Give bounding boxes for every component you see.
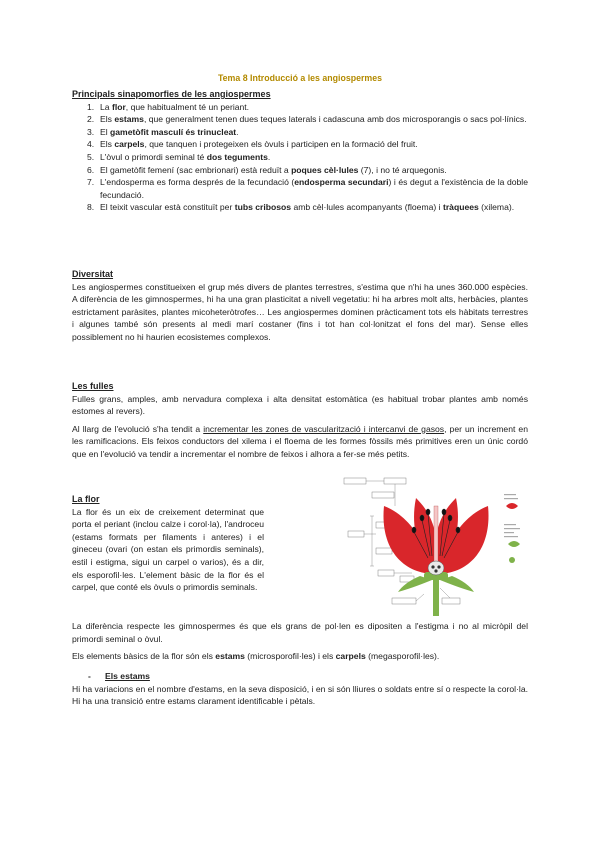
list-item: 5. L'òvul o primordi seminal té dos teguments. xyxy=(87,151,271,162)
list-item: 4. Els carpels, que tanquen i protegeixen els òvuls i participen en la formació del fruit. xyxy=(87,139,418,150)
paragraph: La diferència respecte les gimnospermes és que els grans de pol·len es dipositen a l'estigma i no al micròpil del primordi seminal o òvul. xyxy=(72,621,528,644)
list-item: 3. El gametòfit masculí és trinucleat. xyxy=(87,126,239,137)
list-item: 8. El teixit vascular està constituït per tubs cribosos amb cèl·lules acompanyants (floema) i tràquees (xilema). xyxy=(87,202,515,213)
list-item: 2. Els estams, que generalment tenen dues teques laterals i cadascuna amb dos microsporangis o sacs pol·línics. xyxy=(87,114,527,125)
label-box xyxy=(384,478,406,484)
section-diversitat xyxy=(72,268,528,344)
section-fulles xyxy=(72,380,528,461)
list-item: 6. El gametòfit femení (sac embrionari) està reduït a poques cèl·lules (7), i no té arquegonis. xyxy=(87,164,447,175)
label-box xyxy=(372,492,394,498)
section-flor xyxy=(72,493,264,594)
paragraph: Fulles grans, amples, amb nervadura complexa i alta densitat estomàtica (es habitual trobar plantes amb només estomes al revers). xyxy=(72,393,528,417)
paragraph: La flor és un eix de creixement determinat que porta el periant (inclou calze i corol·la), l'androceu (estams formats per filaments i anteres) i el gineceu (ovari (on estan els primordis seminals), estil i estigma, sigui un carpel o varios), és a dir, els esporofil·les. L'element bàsic de la flor és el carpel, que conté els òvuls o primordis seminals. xyxy=(72,506,264,593)
list-item: 7. L'endosperma es forma després de la fecundació (endosperma secundari) i és degut a l'existència de la doble fecundació. xyxy=(87,177,528,200)
legend xyxy=(504,494,520,563)
section-heading: Les fulles xyxy=(72,381,114,391)
label-box xyxy=(344,478,366,484)
section-heading: La flor xyxy=(72,494,100,504)
sinapomorfies-list xyxy=(72,101,528,214)
section-heading: Diversitat xyxy=(72,269,114,279)
paragraph: Les angiospermes constitueixen el grup més divers de plantes terrestres, s'estima que n'hi ha unes 360.000 espècies. A diferència de les gimnospermes, hi ha una gran plasticitat a nivell vegetatiu: hi ha arbres molt alts, herbàcies, plantes estrictament paràsites, plantes micoheteròtrofes… Les angiospermes dominen pràcticament tots els hàbitats terrestres i algunes també són presents al medi marí costaner (fins i tot han col·lonitzat el fons del mar). Sense elles possiblement no hi haurien ecosistemes complexos. xyxy=(72,281,528,342)
section-flor-cont xyxy=(72,620,528,663)
label-box xyxy=(376,548,392,554)
section-estams: - Els estams Hi ha variacions en el nombre d'estams, en la seva disposició, i en si són lliures o soldats entre sí o respecte la corol·la. Hi ha una transició entre estams clarament identificable i pètals. xyxy=(72,671,528,707)
section-heading: Els estams xyxy=(105,671,150,681)
page-title: Tema 8 Introducció a les angiospermes xyxy=(217,73,383,83)
label-box xyxy=(442,598,460,604)
paragraph: Al llarg de l'evolució s'ha tendit a incrementar les zones de vascularització i intercanvi de gasos, per un increment en les ramificacions. Els feixos conductors del xilema i el floema de les formes fòssils més primitives eren un únic cordó que en l'evolució va tendir a incrementar el nombre de feixos i alhora a fer-se més petits. xyxy=(72,423,528,459)
section-sinapomorfies xyxy=(72,88,528,214)
paragraph: Els elements bàsics de la flor són els estams (microsporofil·les) i els carpels (megasporofil·les). xyxy=(72,651,440,662)
label-box xyxy=(378,570,394,576)
label-box xyxy=(348,531,364,537)
label-box xyxy=(392,598,416,604)
list-item: 1. La flor, que habitualment té un periant. xyxy=(87,101,250,112)
paragraph: Hi ha variacions en el nombre d'estams, en la seva disposició, i en si són lliures o soldats entre sí o respecte la corol·la. Hi ha una transició entre estams clarament identificable i pètals. xyxy=(72,683,528,707)
flower-diagram xyxy=(340,476,530,616)
section-heading: Principals sinapomorfies de les angiospermes xyxy=(72,89,271,99)
